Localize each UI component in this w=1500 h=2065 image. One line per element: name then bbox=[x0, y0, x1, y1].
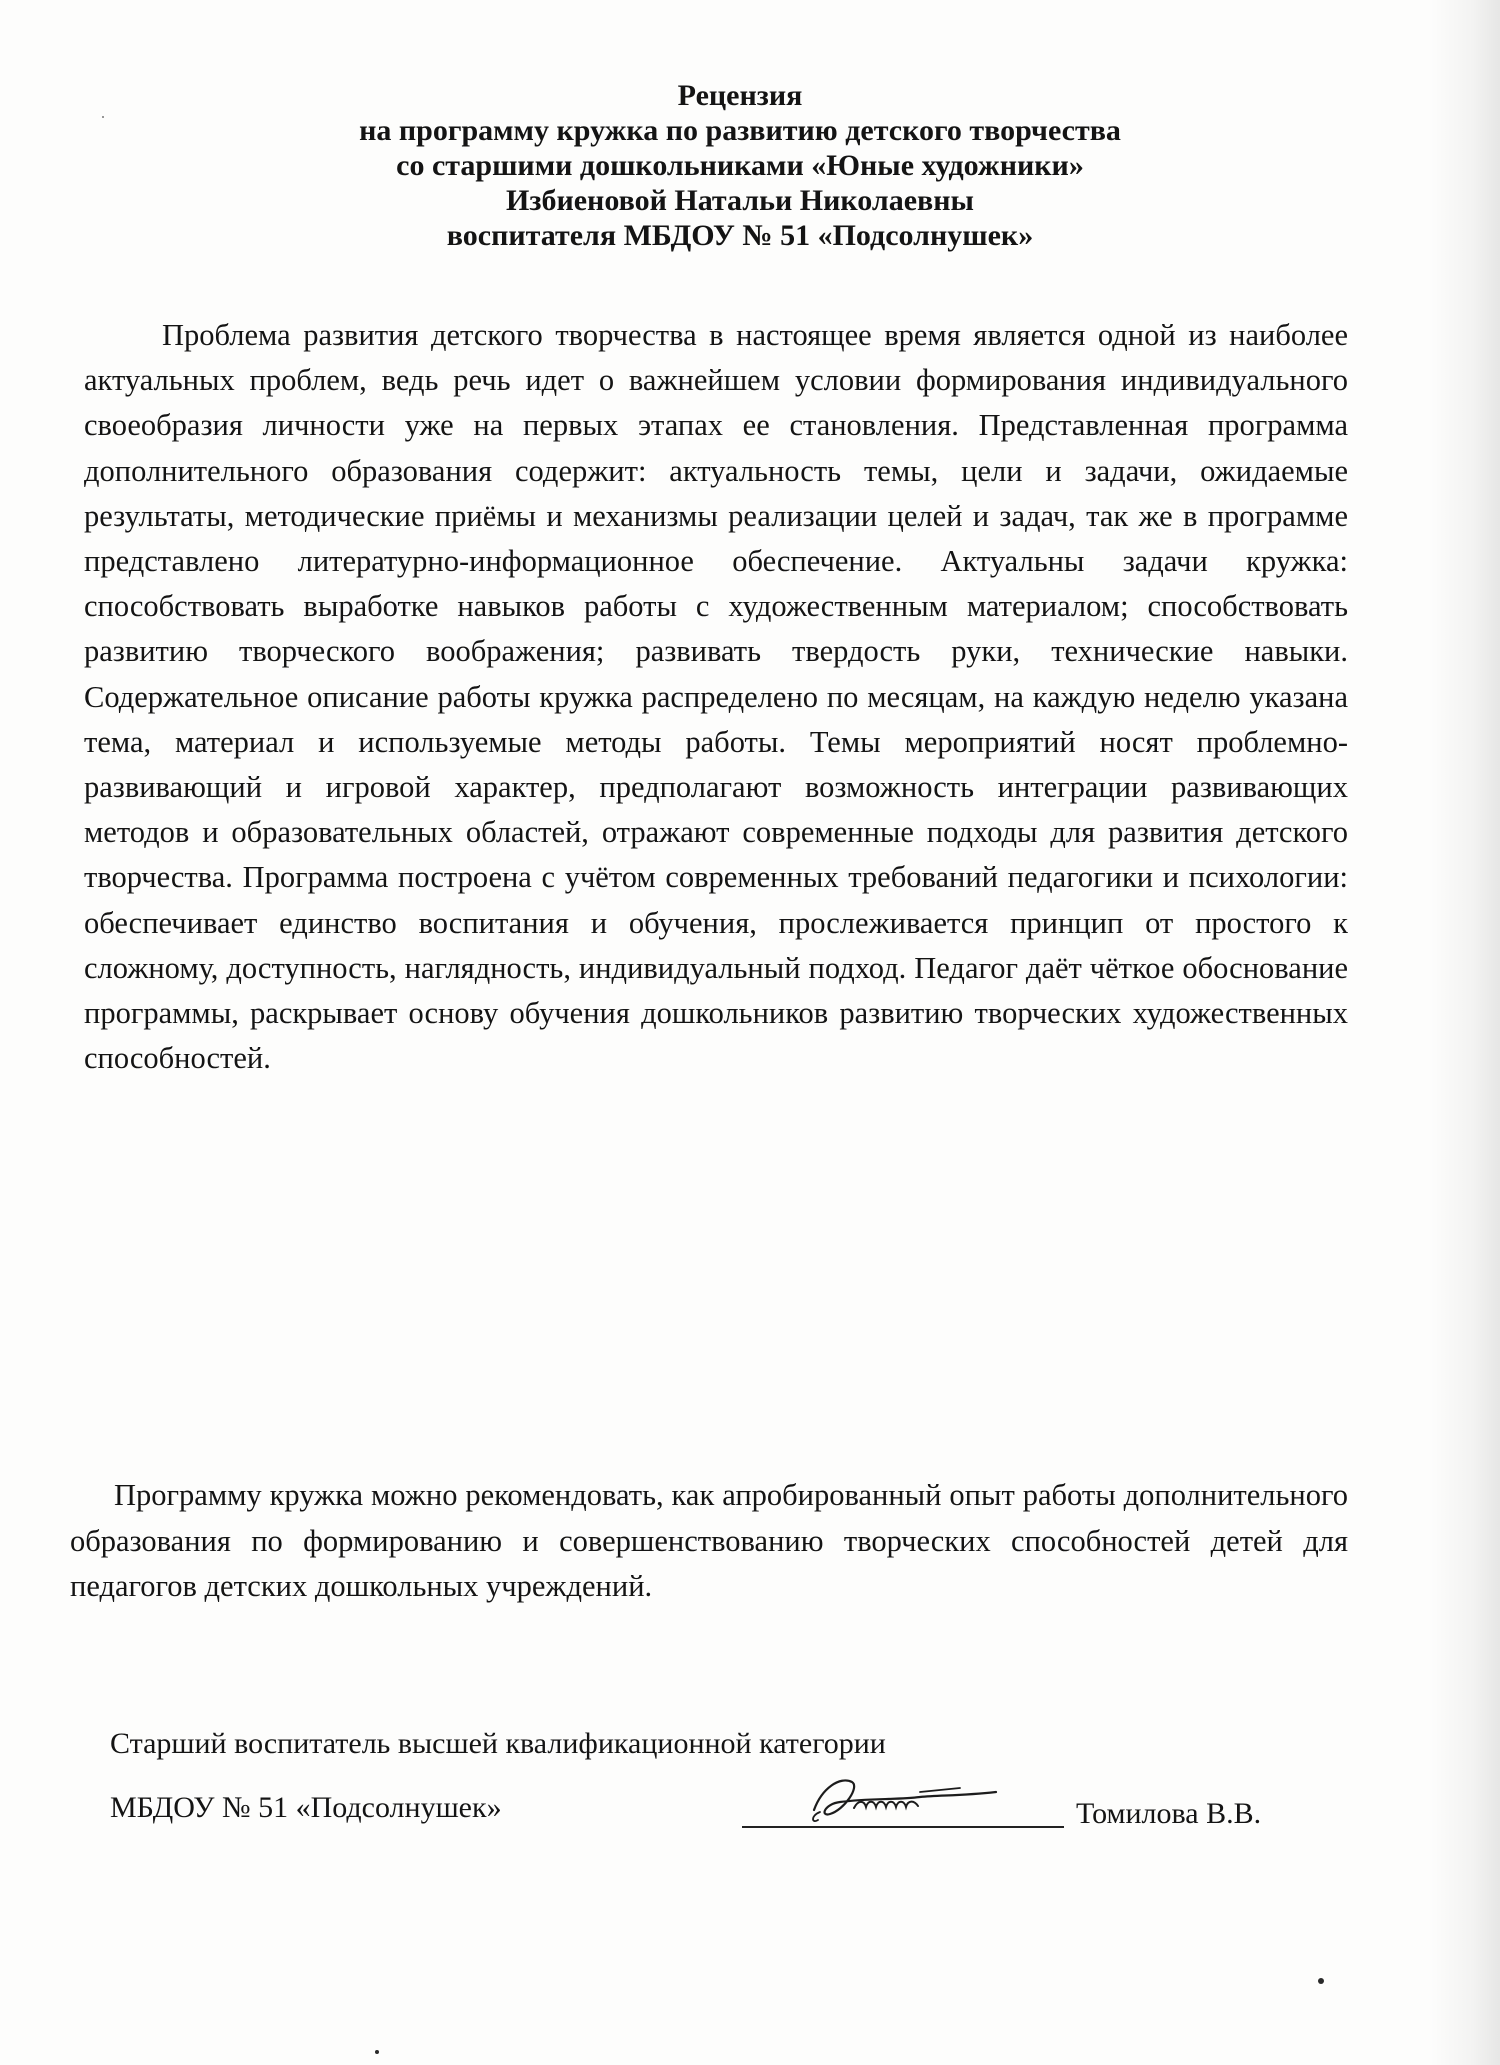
main-paragraph: Проблема развития детского творчества в настоящее время является одной из наиболее актуальных проблем, ведь речь идет о важнейшем условии формирования индивидуального своеобразия личности уже на первых этапах ее становления. Представленная программа дополнительного образования содержит: актуальность темы, цели и задачи, ожидаемые результаты, методические приёмы и механизмы реализации целей и задач, так же в программе представлено литературно-информационное обеспечение. Актуальны задачи кружка: способствовать выработке навыков работы с художественным материалом; способствовать развитию творческого воображения; развивать твердость руки, технические навыки. Содержательное описание работы кружка распределено по месяцам, на каждую неделю указана тема, материал и используемые методы работы. Темы мероприятий носят проблемно-развивающий и игровой характер, предполагают возможность интеграции развивающих методов и образовательных областей, отражают современные подходы для развития детского творчества. Программа построена с учётом современных требований педагогики и психологии: обеспечивает единство воспитания и обучения, прослеживается принцип от простого к сложному, доступность, наглядность, индивидуальный подход. Педагог даёт чёткое обоснование программы, раскрывает основу обучения дошкольников развитию творческих художественных способностей. bbox=[84, 318, 1348, 1076]
document-title bbox=[140, 78, 1340, 253]
signatory-position: Старший воспитатель высшей квалификационной категории bbox=[110, 1727, 886, 1760]
scan-speck bbox=[102, 116, 104, 118]
handwritten-signature bbox=[800, 1770, 1000, 1834]
title-line: Рецензия bbox=[677, 79, 803, 112]
signatory-organization: МБДОУ № 51 «Подсолнушек» bbox=[110, 1791, 502, 1824]
title-line: Избиеновой Натальи Николаевны bbox=[506, 184, 974, 217]
title-line: на программу кружка по развитию детского творчества bbox=[359, 114, 1121, 147]
title-line: со старшими дошкольниками «Юные художники» bbox=[396, 149, 1084, 182]
recommendation-section bbox=[70, 1473, 1348, 1610]
review-body bbox=[84, 313, 1348, 1081]
signatory-name: Томилова В.В. bbox=[1076, 1797, 1262, 1830]
scan-speck bbox=[375, 2050, 379, 2054]
page-edge-shadow bbox=[1430, 0, 1500, 2065]
recommendation-paragraph: Программу кружка можно рекомендовать, как апробированный опыт работы дополнительного образования по формированию и совершенствованию творческих способностей детей для педагогов детских дошкольных учреждений. bbox=[70, 1478, 1348, 1603]
scan-speck bbox=[1318, 1978, 1324, 1984]
title-line: воспитателя МБДОУ № 51 «Подсолнушек» bbox=[446, 219, 1034, 252]
